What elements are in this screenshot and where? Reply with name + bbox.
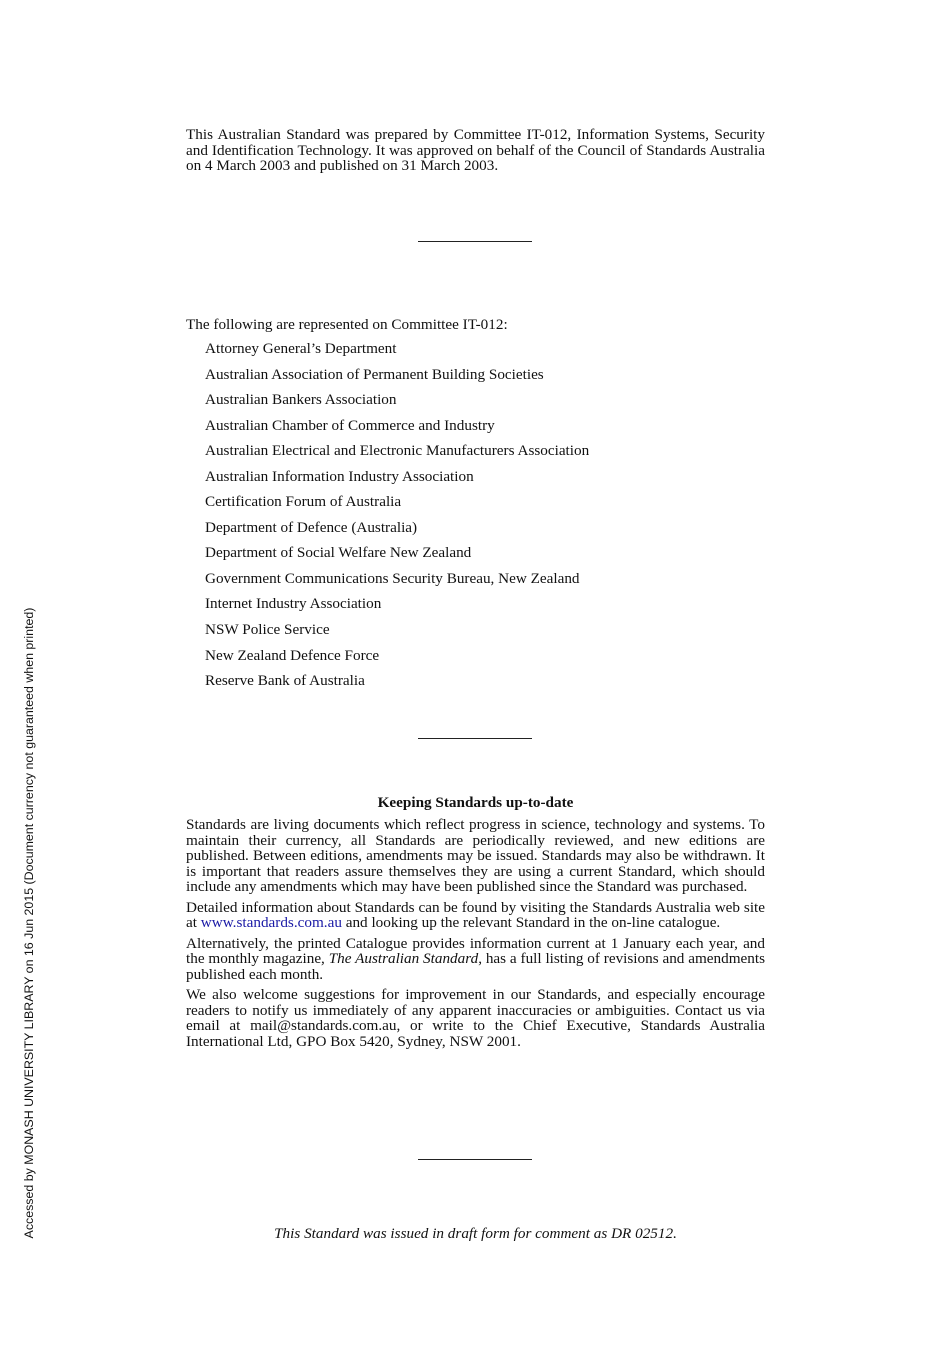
paragraph-text: , has a full listing of revisions and amendments published each month. (186, 950, 765, 983)
committee-member: Australian Information Industry Association (205, 467, 474, 485)
keeping-paragraph-2 (186, 900, 765, 931)
standards-website-link[interactable]: www.standards.com.au (200, 914, 342, 931)
committee-member: Australian Chamber of Commerce and Industry (205, 416, 495, 434)
committee-member: Department of Social Welfare New Zealand (205, 544, 472, 562)
keeping-standards-heading: Keeping Standards up-to-date (377, 794, 574, 811)
committee-member: Government Communications Security Bureau, New Zealand (205, 569, 580, 587)
committee-member: New Zealand Defence Force (205, 646, 380, 664)
committee-member: Certification Forum of Australia (205, 493, 402, 511)
committee-member: NSW Police Service (205, 621, 330, 639)
keeping-paragraph-1: Standards are living documents which reflect progress in science, technology and systems. To maintain their currency, all Standards are periodically reviewed, and new editions are published. Between editions, amendments may be issued. Standards may also be withdrawn. It is important that readers assure themselves they are using a current Standard, which should include any amendments which may have been published since the Standard was purchased. (186, 816, 765, 895)
committee-member: Department of Defence (Australia) (205, 518, 418, 536)
paragraph-text: Detailed information about Standards can be found by visiting the Standards Australia web site at (186, 898, 765, 931)
access-watermark: Accessed by MONASH UNIVERSITY LIBRARY on 16 Jun 2015 (Document currency not guaranteed when printed) (22, 607, 36, 1239)
keeping-paragraph-4: We also welcome suggestions for improvement in our Standards, and especially encourage readers to notify us immediately of any apparent inaccuracies or ambiguities. Contact us via email at mail@standards.com.au, or write to the Chief Executive, Standards Australia International Ltd, GPO Box 5420, Sydney, NSW 2001. (186, 986, 765, 1050)
keeping-standards-body (186, 817, 765, 1054)
draft-note: This Standard was issued in draft form for comment as DR 02512. (274, 1225, 677, 1242)
committee-member: Reserve Bank of Australia (205, 672, 365, 690)
committee-member: Australian Electrical and Electronic Manufacturers Association (205, 442, 590, 460)
section-divider (418, 241, 532, 242)
committee-member: Australian Bankers Association (205, 391, 397, 409)
magazine-title: The Australian Standard (328, 950, 479, 967)
committee-intro: The following are represented on Committee IT-012: (186, 316, 508, 333)
keeping-paragraph-3 (186, 936, 765, 983)
committee-member-list (205, 340, 589, 698)
committee-member: Australian Association of Permanent Building Societies (205, 365, 544, 383)
paragraph-text: and looking up the relevant Standard in the on-line catalogue. (341, 914, 721, 931)
section-divider (418, 1159, 532, 1160)
section-divider (418, 738, 532, 739)
approval-statement: This Australian Standard was prepared by Committee IT-012, Information Systems, Security and Identification Technology. It was approved on behalf of the Council of Standards Australia on 4 March 2003 and published on 31 March 2003. (186, 126, 765, 174)
paragraph-text: Alternatively, the printed Catalogue provides information current at 1 January each year, and the monthly magazine, (186, 934, 765, 967)
committee-member: Internet Industry Association (205, 595, 382, 613)
committee-member: Attorney General’s Department (205, 340, 397, 357)
